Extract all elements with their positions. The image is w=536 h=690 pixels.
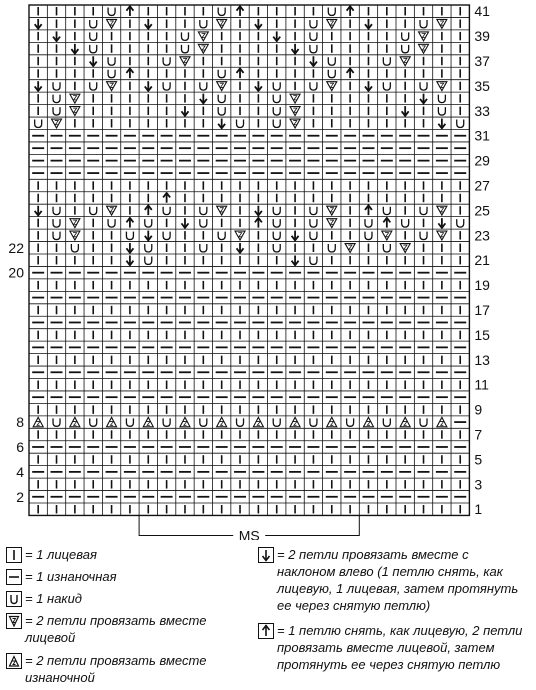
legend-k2tog: = 2 петли провязать вместе лицевой [6, 612, 251, 646]
legend-ssk: = 2 петли провязать вместе с наклоном влево (1 петлю снять, как лицевую, 1 лицевая, затем протянуть ее через снятую петлю) [258, 546, 530, 614]
row-label-right: 23 [474, 227, 490, 244]
row-label-left: 20 [8, 264, 24, 281]
legend-knit: = 1 лицевая [6, 546, 251, 563]
row-label-right: 25 [474, 202, 490, 219]
row-label-right: 35 [474, 77, 490, 94]
row-label-right: 19 [474, 277, 490, 294]
row-label-right: 1 [474, 501, 483, 518]
legend-p2tog: = 2 петли провязать вместе изнаночной [6, 652, 251, 686]
ms-label: MS [238, 527, 260, 540]
row-label-right: 15 [474, 326, 490, 343]
row-label-left: 8 [16, 414, 24, 431]
legend-right [258, 546, 530, 673]
k2tog-icon [6, 613, 22, 629]
row-label-right: 9 [474, 401, 483, 418]
legend-sk2p: = 1 петлю снять, как лицевую, 2 петли провязать вместе лицевой, затем протянуть ее через снятую петлю [258, 622, 530, 673]
legend-yo: = 1 накид [6, 590, 251, 607]
row-label-right: 37 [474, 53, 490, 70]
row-label-right: 31 [474, 127, 490, 144]
row-label-right: 21 [474, 252, 490, 269]
row-label-left: 4 [16, 463, 24, 480]
row-label-left: 6 [16, 438, 24, 455]
row-label-left: 22 [8, 239, 24, 256]
row-label-right: 41 [474, 3, 490, 20]
row-label-right: 7 [474, 426, 483, 443]
row-label-right: 17 [474, 302, 490, 319]
legend-left [6, 546, 251, 686]
legend-purl: = 1 изнаночная [6, 568, 251, 585]
row-label-right: 27 [474, 177, 490, 194]
row-label-right: 5 [474, 451, 483, 468]
sk2p-icon [258, 623, 274, 639]
ssk-icon [258, 547, 274, 563]
row-label-right: 3 [474, 476, 483, 493]
row-label-right: 29 [474, 152, 490, 169]
yarn-over-icon [6, 591, 22, 607]
row-label-right: 13 [474, 351, 490, 368]
purl-icon [6, 569, 22, 585]
p2tog-icon [6, 653, 22, 669]
row-label-right: 33 [474, 102, 490, 119]
knit-icon [6, 547, 22, 563]
row-label-right: 39 [474, 28, 490, 45]
row-label-left: 2 [16, 488, 24, 505]
row-label-right: 11 [474, 376, 489, 393]
